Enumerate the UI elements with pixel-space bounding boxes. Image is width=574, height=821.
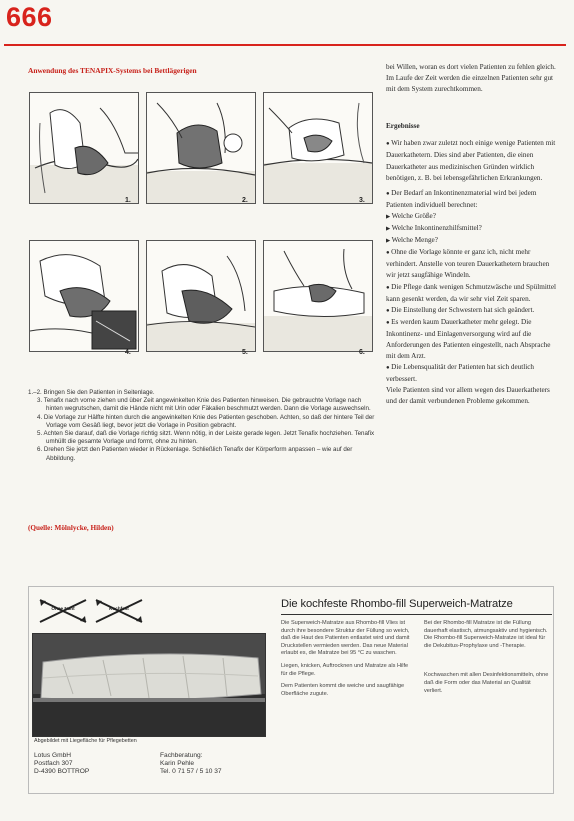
result-subitem: ▶ Welche Inkontinenzhilfsmittel? bbox=[386, 223, 556, 235]
logo-boil-proof bbox=[94, 598, 144, 629]
panel-label-2: 2. bbox=[242, 197, 248, 204]
address-line: Postfach 307 bbox=[34, 760, 73, 767]
ad-paragraph: Dem Patienten kommt die weiche und saugfähige Oberfläche zugute. bbox=[281, 683, 405, 697]
result-subitem: ▶ Welche Größe? bbox=[386, 211, 556, 223]
contact-info bbox=[160, 752, 222, 776]
mattress-photo bbox=[32, 633, 266, 737]
panel-label-1: 1. bbox=[125, 197, 131, 204]
result-item: ● Es werden kaum Dauerkatheter mehr gelegt. Die Inkontinenz- und Einlagenversorgung wird auf die Anforderungen des Patienten eingestellt, nach Absprache mit dem Arzt. bbox=[386, 317, 556, 362]
illustration-panel-3 bbox=[263, 92, 373, 204]
nurse-patient-drawing-1 bbox=[30, 93, 138, 203]
illustration-panel-5 bbox=[146, 240, 256, 352]
instruction-step-5: 5. Achten Sie darauf, daß die Vorlage richtig sitzt. Wenn nötig, in der Leiste gerade legen. Jetzt Tenafix hochziehen. Tenafix umhüllt die gesamte Vorlage und formt, ohne zu hinten. bbox=[37, 430, 375, 446]
nurse-patient-drawing-4 bbox=[30, 241, 138, 351]
page-number: 666 bbox=[6, 2, 53, 32]
intro-paragraph-2: Im Laufe der Zeit werden die einzelnen Patienten sehr gut mit dem System zurechtkommen. bbox=[386, 74, 554, 94]
closing-paragraph: Viele Patienten sind vor allem wegen des Dauerkatheters und der damit verbundenen Probleme gekommen. bbox=[386, 386, 550, 406]
instruction-list bbox=[28, 389, 376, 463]
result-item: ● Ohne die Vorlage könnte er ganz ich, nicht mehr verhindert. Anstelle von teuren Dauerkathetern brauchen wir jetzt saugfähige Windeln. bbox=[386, 247, 556, 281]
result-item: ● Wir haben zwar zuletzt noch einige wenige Patienten mit Dauerkathetern. Dies sind aber Patienten, die einen Dauerkatheter aus medizinischen Gründen wirklich benötigen, z. B. bei lebensgefährlichen Erkrankungen. bbox=[386, 138, 556, 183]
contact-line: Karin Pehle bbox=[160, 760, 195, 767]
bed-mattress-image bbox=[33, 634, 265, 736]
company-address bbox=[34, 752, 89, 776]
ad-headline-rule bbox=[281, 614, 552, 615]
logo-label: Ohne Naht bbox=[51, 606, 75, 611]
nurse-patient-drawing-2 bbox=[147, 93, 255, 203]
right-column-text bbox=[386, 62, 556, 408]
ad-headline: Die kochfeste Rhombo-fill Superweich-Matratze bbox=[281, 598, 513, 610]
nurse-patient-drawing-5 bbox=[147, 241, 255, 351]
logo-label: Kochfest bbox=[109, 606, 129, 611]
ad-text-column-2 bbox=[424, 620, 550, 700]
ad-paragraph: Liegen, knicken, Auftrocknen und Matratze als Hilfe für die Pflege. bbox=[281, 662, 409, 677]
panel-label-5: 5. bbox=[242, 349, 248, 356]
instruction-step-3: 3. Tenafix nach vorne ziehen und über Zeit angewinkelten Knie des Patienten hinweisen. Die gebrauchte Vorlage nach hinten wegrutschen, damit die Hände nicht mit Urin oder Fäkalien beschmutzt werden. Dann die Vorlage auswechseln. bbox=[37, 397, 371, 413]
intro-paragraph-1: bei Willen, woran es dort vielen Patienten zu fehlen gleich. bbox=[386, 63, 556, 71]
ad-paragraph: Bei der Rhombo-fill Matratze ist die Füllung dauerhaft elastisch, atmungsaktiv und hygienisch. Die Rhombo-fill Superweich-Matratze ist ideal für die Dekubitus-Prophylaxe und -Therapie. bbox=[424, 620, 548, 649]
address-line: Lotus GmbH bbox=[34, 752, 72, 759]
cross-arrows-icon bbox=[94, 598, 144, 624]
cross-arrows-icon bbox=[38, 598, 88, 624]
photo-caption: Abgebildet mit Liegefläche für Pflegebetten bbox=[34, 738, 137, 744]
contact-line: Fachberatung: bbox=[160, 752, 203, 759]
logo-no-seam bbox=[38, 598, 88, 629]
result-item: ● Die Einstellung der Schwestern hat sich geändert. bbox=[386, 305, 556, 317]
panel-label-6: 6. bbox=[359, 349, 365, 356]
illustration-panel-1 bbox=[29, 92, 139, 204]
panel-label-3: 3. bbox=[359, 197, 365, 204]
result-subitem: ▶ Welche Menge? bbox=[386, 235, 556, 247]
results-heading: Ergebnisse bbox=[386, 122, 420, 131]
nurse-patient-drawing-6 bbox=[264, 241, 372, 351]
article-title: Anwendung des TENAPIX-Systems bei Bettlägerigen bbox=[28, 66, 197, 75]
contact-line: Tel. 0 71 57 / 5 10 37 bbox=[160, 768, 222, 775]
ad-text-column-1 bbox=[281, 620, 411, 703]
header-rule bbox=[4, 44, 566, 46]
result-item: ● Die Pflege dank wenigen Schmutzwäsche und Spülmittel kann gesenkt werden, da wir sehr viel Zeit sparen. bbox=[386, 282, 556, 305]
illustration-panel-6 bbox=[263, 240, 373, 352]
panel-label-4: 4. bbox=[125, 349, 131, 356]
result-item: ● Die Lebensqualität der Patienten hat sich deutlich verbessert. bbox=[386, 362, 556, 385]
source-credit: (Quelle: Mölnlycke, Hilden) bbox=[28, 524, 114, 532]
address-line: D-4390 BOTTROP bbox=[34, 768, 90, 775]
ad-paragraph: Die Superweich-Matratze aus Rhombo-fill Vlies ist durch ihre besondere Struktur der Füllung so weich, daß die Haut des Patienten entlastet wird und damit Druckstellen vermieden werden. Das neue Material erlaubt es, die Matratze bei 95 °C zu waschen. bbox=[281, 620, 410, 657]
instruction-step-1-2: 1.–2. Bringen Sie den Patienten in Seitenlage. bbox=[28, 389, 155, 396]
instruction-step-6: 6. Drehen Sie jetzt den Patienten wieder in Rückenlage. Schließlich Tenafix der Körperform anpassen – wie auf der Abbildung. bbox=[37, 446, 353, 462]
ad-paragraph: Kochwaschen mit allen Desinfektionsmitteln, ohne daß die Form oder das Material an Qualität verliert. bbox=[424, 672, 549, 694]
instruction-step-4: 4. Die Vorlage zur Hälfte hinten durch die angewinkelten Knie des Patienten geschoben. Achten, so daß der hintere Teil der Vorlage vom Gesäß liegt, bevor jetzt die Vorlage in Position gebracht. bbox=[37, 413, 375, 429]
nurse-patient-drawing-3 bbox=[264, 93, 372, 203]
illustration-panel-4 bbox=[29, 240, 139, 352]
result-item: ● Der Bedarf an Inkontinenzmaterial wird bei jedem Patienten individuell berechnet: bbox=[386, 188, 556, 211]
illustration-panel-2 bbox=[146, 92, 256, 204]
